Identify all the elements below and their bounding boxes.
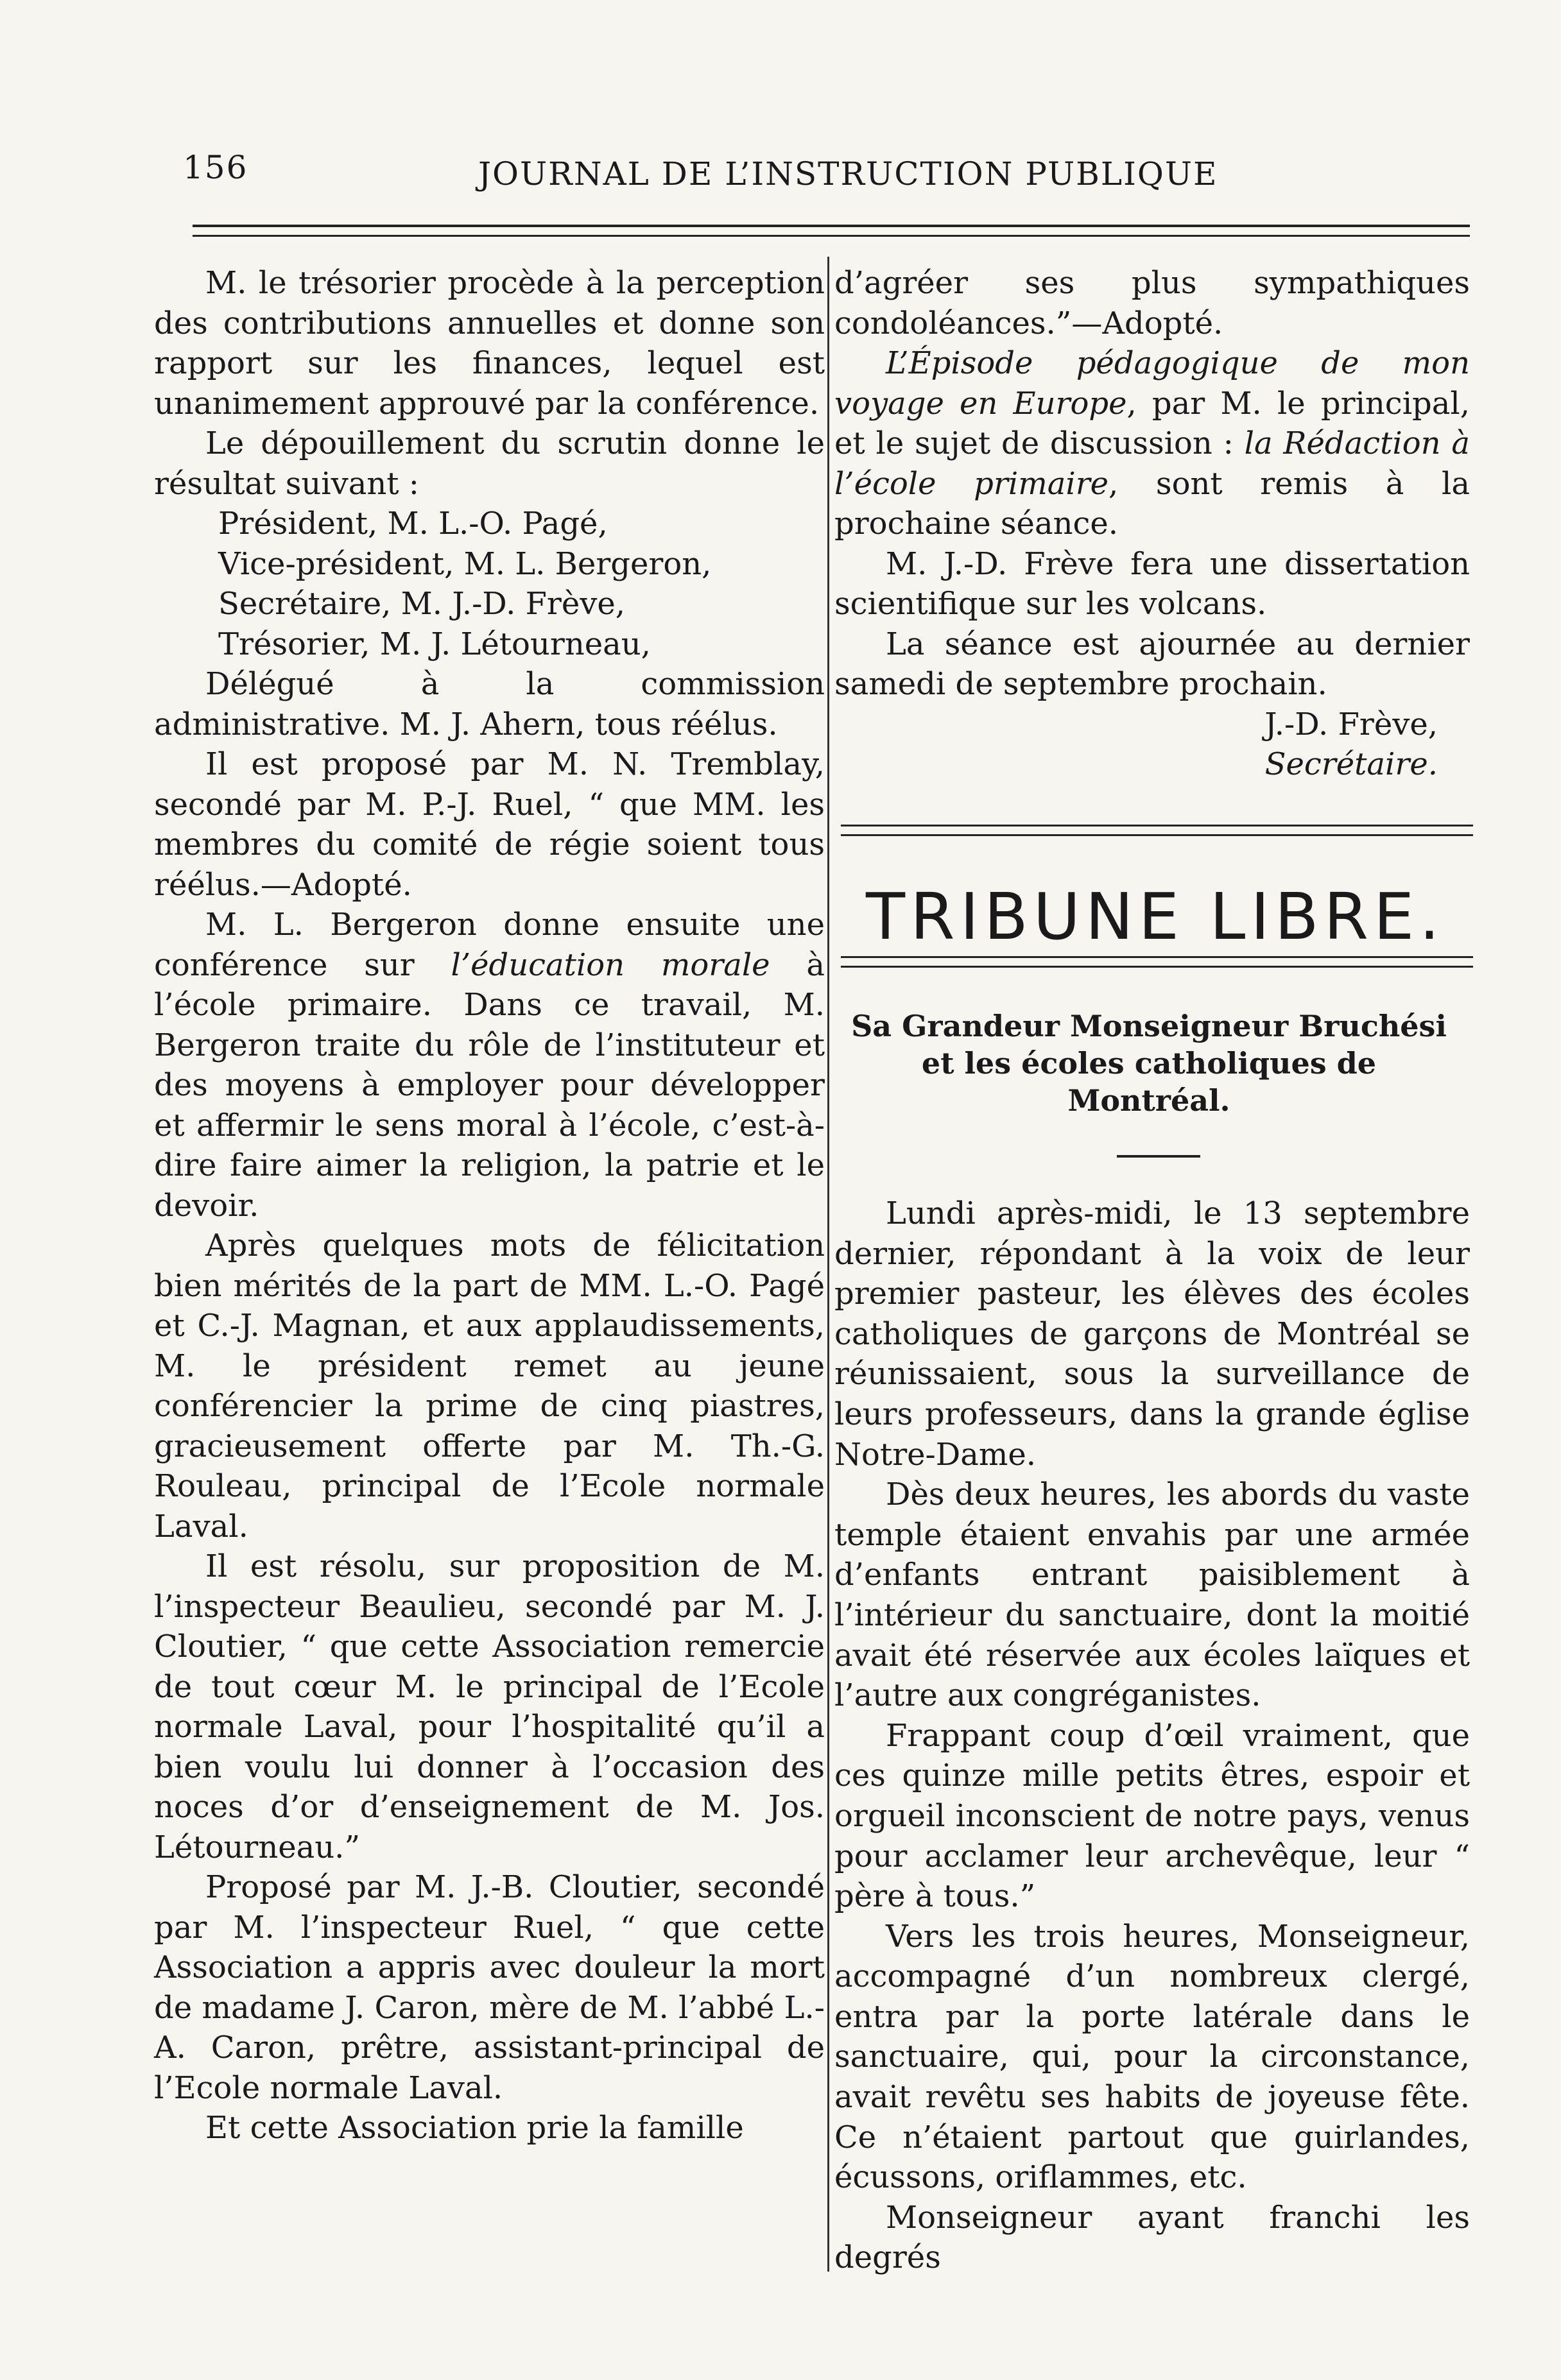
italic-title: L’Épisode pédagogique de mon voyage en Europe (834, 345, 1470, 422)
paragraph (834, 343, 1470, 544)
paragraph: Il est proposé par M. N. Tremblay, secondé par M. P.-J. Ruel, “ que MM. les membres du comité de régie soient tous réélus.—Adopté. (154, 746, 825, 903)
section-rule-bottom-1 (841, 956, 1473, 958)
paragraph (154, 905, 825, 1226)
paragraph: Délégué à la commission administrative. M. J. Ahern, tous réélus. (154, 666, 825, 742)
page-number: 156 (183, 149, 248, 186)
election-result: Trésorier, M. J. Létourneau, (218, 626, 651, 662)
header-rule-top (193, 225, 1470, 227)
italic-title: l’éducation morale (451, 946, 770, 983)
paragraph: Il est résolu, sur proposition de M. l’inspecteur Beaulieu, secondé par M. J. Cloutier, “ que cette Association remercie de tout cœur M. le principal de l’Ecole normale Laval, pour l’hospitalité qu’il a bien voulu lui donner à l’occasion des noces d’or d’enseignement de M. Jos. Létourneau.” (154, 1548, 825, 1865)
section-heading: TRIBUNE LIBRE. (866, 879, 1445, 954)
header-rule-bottom (193, 235, 1470, 237)
paragraph: Frappant coup d’œil vraiment, que ces quinze mille petits êtres, espoir et orgueil inconscient de notre pays, venus pour acclamer leur archevêque, leur “ père à tous.” (834, 1717, 1470, 1915)
article-separator (1117, 1155, 1200, 1158)
column-divider (827, 257, 829, 2272)
section-rule-bottom-2 (841, 966, 1473, 968)
paragraph: Dès deux heures, les abords du vaste temple étaient envahis par une armée d’enfants entrant paisiblement à l’intérieur du sanctuaire, dont la moitié avait été réservée aux écoles laïques et l’autre aux congréganistes. (834, 1477, 1470, 1714)
left-column (154, 263, 825, 2148)
article-title: Sa Grandeur Monseigneur Bruchési et les écoles catholiques de Montréal. (851, 1009, 1447, 1118)
paragraph: Après quelques mots de félicitation bien mérités de la part de MM. L.-O. Pagé et C.-J. Magnan, et aux applaudissements, M. le président remet au jeune conférencier la prime de cinq piastres, gracieusement offerte par M. Th.-G. Rouleau, principal de l’Ecole normale Laval. (154, 1228, 825, 1545)
paragraph: M. le trésorier procède à la perception des contributions annuelles et donne son rapport sur les finances, lequel est unanimement approuvé par la conférence. (154, 265, 825, 422)
signature-name: J.-D. Frève, (1264, 706, 1438, 742)
italic-title: la Rédaction à l’école primaire (834, 425, 1470, 502)
text-run: M. L. Bergeron donne ensuite une conférence sur (154, 907, 825, 983)
paragraph: Monseigneur ayant franchi les degrés (834, 2199, 1470, 2276)
paragraph: Le dépouillement du scrutin donne le résultat suivant : (154, 425, 825, 502)
election-result: Secrétaire, M. J.-D. Frève, (218, 586, 626, 622)
text-run: , par M. le principal, et le sujet de discussion : (834, 385, 1470, 461)
paragraph: M. J.-D. Frève fera une dissertation scientifique sur les volcans. (834, 545, 1470, 622)
paragraph: d’agréer ses plus sympathiques condoléances.”—Adopté. (834, 265, 1470, 341)
paragraph: Et cette Association prie la famille (205, 2110, 744, 2146)
paragraph: Lundi après-midi, le 13 septembre dernier, répondant à la voix de leur premier pasteur, les élèves des écoles catholiques de garçons de Montréal se réunissaient, sous la surveillance de leurs professeurs, dans la grande église Notre-Dame. (834, 1195, 1470, 1473)
right-column-upper (834, 263, 1470, 785)
section-rule-top-1 (841, 825, 1473, 826)
text-run: à l’école primaire. Dans ce travail, M. Bergeron traite du rôle de l’instituteur et des moyens à employer pour développer et affermir le sens moral à l’école, c’est-à-dire faire aimer la religion, la patrie et le devoir. (154, 946, 825, 1224)
page-header (183, 149, 1261, 200)
paragraph: Proposé par M. J.-B. Cloutier, secondé par M. l’inspecteur Ruel, “ que cette Association a appris avec douleur la mort de madame J. Caron, mère de M. l’abbé L.-A. Caron, prêtre, assistant-principal de l’Ecole normale Laval. (154, 1869, 825, 2106)
paragraph: Vers les trois heures, Monseigneur, accompagné d’un nombreux clergé, entra par la porte latérale dans le sanctuaire, qui, pour la circonstance, avait revêtu ses habits de joyeuse fête. Ce n’étaient partout que guirlandes, écussons, oriflammes, etc. (834, 1918, 1470, 2196)
paragraph: La séance est ajournée au dernier samedi de septembre prochain. (834, 626, 1470, 702)
election-result: Président, M. L.-O. Pagé, (218, 506, 608, 542)
signature-title: Secrétaire. (1264, 746, 1438, 782)
right-column-article (834, 1194, 1470, 2278)
text-run: , sont remis à la prochaine séance. (834, 465, 1470, 542)
running-title: JOURNAL DE L’INSTRUCTION PUBLIQUE (478, 155, 1218, 193)
election-result: Vice-président, M. L. Bergeron, (218, 545, 712, 582)
section-rule-top-2 (841, 834, 1473, 836)
